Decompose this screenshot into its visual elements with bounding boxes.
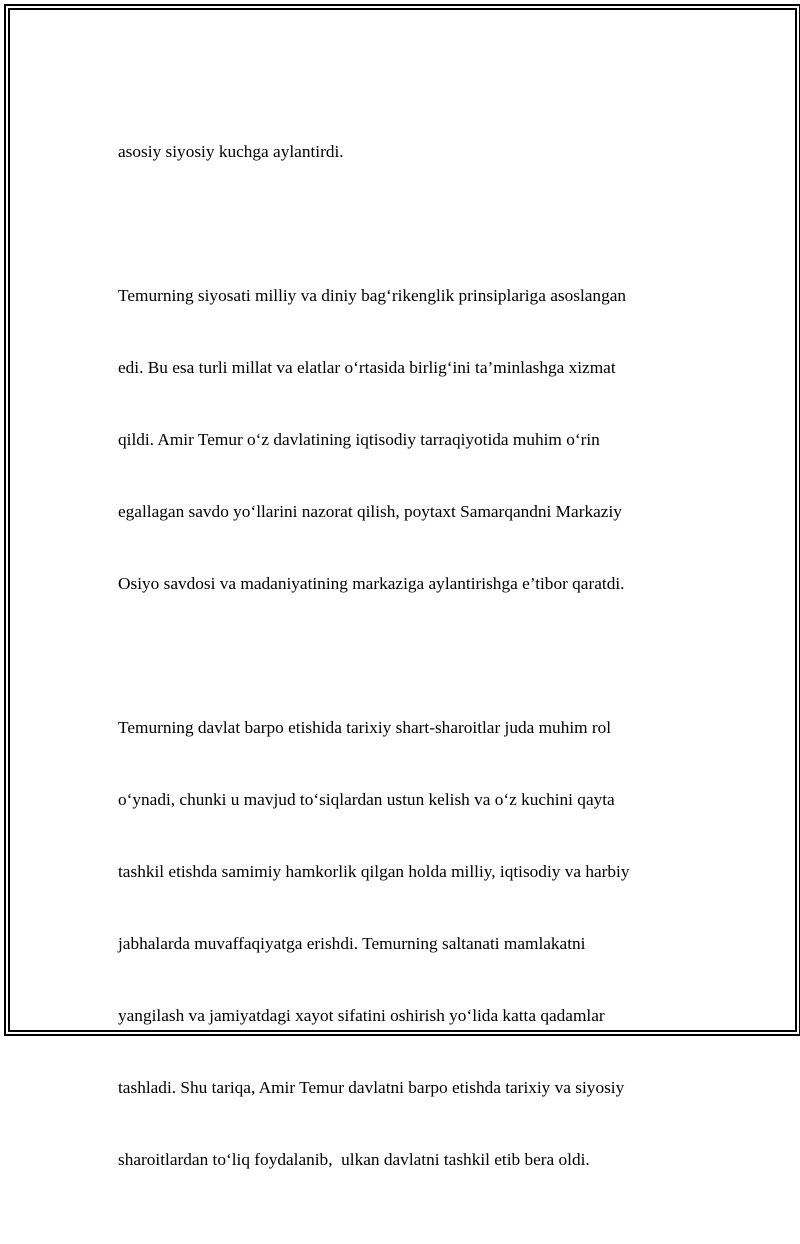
text-line: Temurning davlat barpo etishida tarixiy shart-sharoitlar juda muhim rol: [118, 718, 612, 737]
text-line: jabhalarda muvaffaqiyatga erishdi. Temurning saltanati mamlakatni: [118, 934, 586, 953]
text-line: asosiy siyosiy kuchga aylantirdi.: [118, 142, 344, 161]
text-line: o‘ynadi, chunki u mavjud to‘siqlardan ustun kelish va o‘z kuchini qayta: [118, 790, 615, 809]
text-line: edi. Bu esa turli millat va elatlar o‘rtasida birlig‘ini ta’minlashga xizmat: [118, 358, 616, 377]
text-line: Osiyo savdosi va madaniyatining markaziga aylantirishga e’tibor qaratdi.: [118, 574, 625, 593]
text-line: egallagan savdo yo‘llarini nazorat qilish, poytaxt Samarqandni Markaziy: [118, 502, 622, 521]
text-line: Temurning siyosati milliy va diniy bag‘rikenglik prinsiplariga asoslangan: [118, 286, 627, 305]
paragraph-2: [118, 236, 678, 644]
document-body: [118, 92, 678, 1244]
paragraph-3: [118, 668, 678, 1220]
text-line: yangilash va jamiyatdagi xayot sifatini oshirish yo‘lida katta qadamlar: [118, 1006, 605, 1025]
text-line: sharoitlardan to‘liq foydalanib, ulkan davlatni tashkil etib bera oldi.: [118, 1150, 590, 1169]
text-line: tashladi. Shu tariqa, Amir Temur davlatni barpo etishda tarixiy va siyosiy: [118, 1078, 625, 1097]
text-line: qildi. Amir Temur o‘z davlatining iqtisodiy tarraqiyotida muhim o‘rin: [118, 430, 600, 449]
text-line: tashkil etishda samimiy hamkorlik qilgan holda milliy, iqtisodiy va harbiy: [118, 862, 630, 881]
paragraph-1: [118, 92, 678, 212]
